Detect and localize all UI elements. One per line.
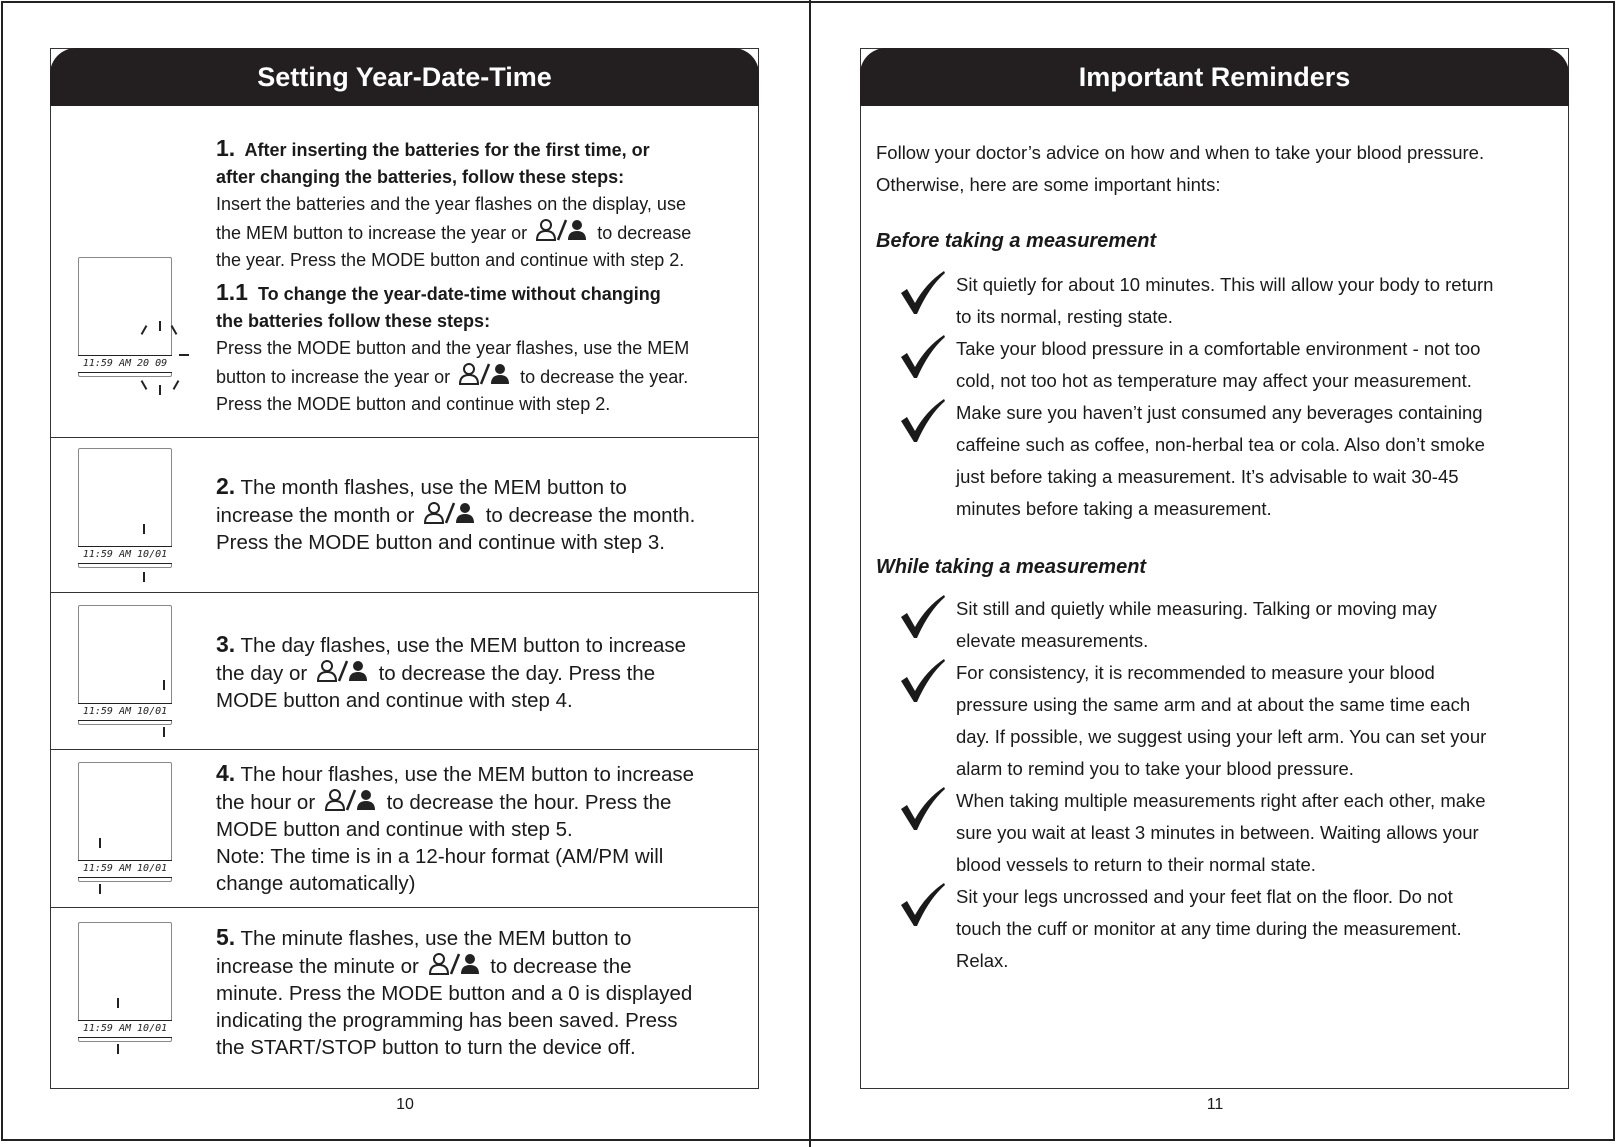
step-heading: To change the year-date-time without changing: [258, 284, 661, 304]
step-number: 5.: [216, 924, 236, 950]
step-line: Press the MODE button and the year flashes, use the MEM: [216, 338, 690, 358]
reminder-line: alarm to remind you to take your blood pressure.: [956, 758, 1354, 779]
step-2-section: [51, 438, 758, 593]
reminder-line: blood vessels to return to their normal state.: [956, 854, 1316, 875]
step-line: The day flashes, use the MEM button to increase: [240, 634, 687, 657]
step-line: the day or: [216, 662, 308, 685]
checkmark-icon: [898, 333, 946, 381]
reminder-item: [876, 657, 1556, 785]
checkmark-icon: [898, 657, 946, 705]
step-1-section: [51, 107, 758, 438]
step-line: The month flashes, use the MEM button to: [240, 476, 627, 499]
reminder-line: sure you wait at least 3 minutes in between. Waiting allows your: [956, 822, 1479, 843]
reminder-line: caffeine such as coffee, non-herbal tea or cola. Also don’t smoke: [956, 434, 1485, 455]
step-line: increase the month or: [216, 504, 415, 527]
reminder-item: [876, 881, 1556, 977]
page-spine: [809, 0, 811, 1147]
step-line: Insert the batteries and the year flashes on the display, use: [216, 194, 686, 214]
step-2-text: [216, 473, 736, 556]
reminder-item: [876, 397, 1556, 525]
lcd-readout: 11:59 AM 20 09: [78, 355, 172, 373]
step-number: 2.: [216, 473, 236, 499]
checkmark-icon: [898, 269, 946, 317]
mem-user-icon: [317, 659, 369, 683]
lcd-display-day: [78, 605, 172, 725]
reminder-line: cold, not too hot as temperature may affect your measurement.: [956, 370, 1472, 391]
step-line: to decrease the day. Press the: [378, 662, 656, 685]
step-line: the MEM button to increase the year or: [216, 223, 528, 243]
reminder-line: just before taking a measurement. It’s advisable to wait 30-45: [956, 466, 1459, 487]
checkmark-icon: [898, 785, 946, 833]
lcd-readout: 11:59 AM 10/01: [78, 860, 172, 878]
lcd-display-month: [78, 448, 172, 568]
step-line: Note: The time is in a 12-hour format (AM/PM will: [216, 845, 664, 868]
reminder-item: [876, 785, 1556, 881]
step-3-section: [51, 593, 758, 750]
lcd-readout: 11:59 AM 10/01: [78, 703, 172, 721]
checkmark-icon: [898, 593, 946, 641]
step-line: the hour or: [216, 791, 316, 814]
panel-title: Setting Year-Date-Time: [50, 48, 759, 106]
step-number: 1.: [216, 135, 236, 161]
step-number: 1.1: [216, 279, 248, 305]
lcd-display-hour: [78, 762, 172, 882]
reminder-line: Sit still and quietly while measuring. Talking or moving may: [956, 598, 1437, 619]
reminder-item: [876, 333, 1556, 397]
reminder-line: Make sure you haven’t just consumed any beverages containing: [956, 402, 1483, 423]
step-line: MODE button and continue with step 4.: [216, 689, 573, 712]
reminder-line: day. If possible, we suggest using your left arm. You can set your: [956, 726, 1487, 747]
step-heading: After inserting the batteries for the first time, or: [244, 140, 650, 160]
step-heading: after changing the batteries, follow these steps:: [216, 167, 625, 187]
reminder-line: For consistency, it is recommended to measure your blood: [956, 662, 1435, 683]
step-5-section: [51, 908, 758, 1088]
lcd-readout: 11:59 AM 10/01: [78, 1020, 172, 1038]
page-number-left: 10: [396, 1096, 414, 1113]
step-line: change automatically): [216, 872, 416, 895]
mem-user-icon: [424, 501, 476, 525]
before-list: [876, 269, 1556, 525]
mem-user-icon: [429, 952, 481, 976]
step-line: indicating the programming has been saved. Press: [216, 1009, 678, 1032]
step-line: to decrease the year.: [520, 367, 689, 387]
while-list: [876, 593, 1556, 977]
step-1-1-text: [216, 279, 736, 418]
panel-title: Important Reminders: [860, 48, 1569, 106]
lcd-display-minute: [78, 922, 172, 1042]
step-line: increase the minute or: [216, 955, 419, 978]
reminder-line: When taking multiple measurements right after each other, make: [956, 790, 1486, 811]
step-number: 4.: [216, 760, 236, 786]
reminder-line: Sit quietly for about 10 minutes. This will allow your body to return: [956, 274, 1494, 295]
reminder-line: to its normal, resting state.: [956, 306, 1173, 327]
reminder-line: Relax.: [956, 950, 1009, 971]
step-line: The minute flashes, use the MEM button to: [240, 927, 632, 950]
step-1-text: [216, 135, 736, 274]
reminder-line: Take your blood pressure in a comfortable environment - not too: [956, 338, 1481, 359]
reminder-item: [876, 269, 1556, 333]
reminder-line: touch the cuff or monitor at any time during the measurement.: [956, 918, 1462, 939]
reminder-item: [876, 593, 1556, 657]
intro-text: Otherwise, here are some important hints:: [876, 174, 1221, 195]
step-line: to decrease: [597, 223, 692, 243]
setting-year-date-time-panel: [50, 48, 759, 1089]
reminder-line: pressure using the same arm and at about the same time each: [956, 694, 1471, 715]
mem-user-icon: [459, 362, 511, 386]
page-number-right: 11: [1206, 1096, 1224, 1113]
reminder-line: minutes before taking a measurement.: [956, 498, 1272, 519]
mem-user-icon: [325, 788, 377, 812]
step-line: Press the MODE button and continue with step 3.: [216, 531, 665, 554]
checkmark-icon: [898, 397, 946, 445]
step-3-text: [216, 631, 736, 714]
lcd-display-year: [78, 257, 172, 377]
checkmark-icon: [898, 881, 946, 929]
step-line: to decrease the month.: [485, 504, 696, 527]
step-line: MODE button and continue with step 5.: [216, 818, 573, 841]
step-4-section: [51, 750, 758, 908]
step-line: Press the MODE button and continue with step 2.: [216, 394, 611, 414]
step-line: The hour flashes, use the MEM button to increase: [240, 763, 695, 786]
step-5-text: [216, 924, 736, 1061]
step-line: minute. Press the MODE button and a 0 is displayed: [216, 982, 693, 1005]
step-line: the year. Press the MODE button and continue with step 2.: [216, 250, 685, 270]
before-heading: Before taking a measurement: [876, 230, 1157, 252]
step-line: to decrease the hour. Press the: [386, 791, 672, 814]
step-number: 3.: [216, 631, 236, 657]
important-reminders-panel: [860, 48, 1569, 1089]
reminder-line: Sit your legs uncrossed and your feet flat on the floor. Do not: [956, 886, 1453, 907]
reminder-line: elevate measurements.: [956, 630, 1149, 651]
mem-user-icon: [536, 218, 588, 242]
step-line: button to increase the year or: [216, 367, 451, 387]
reminders-body: [876, 137, 1556, 977]
intro-text: Follow your doctor’s advice on how and when to take your blood pressure.: [876, 142, 1485, 163]
step-heading: the batteries follow these steps:: [216, 311, 491, 331]
while-heading: While taking a measurement: [876, 556, 1147, 578]
step-line: the START/STOP button to turn the device off.: [216, 1036, 636, 1059]
step-line: to decrease the: [490, 955, 632, 978]
step-4-text: [216, 760, 736, 897]
lcd-readout: 11:59 AM 10/01: [78, 546, 172, 564]
